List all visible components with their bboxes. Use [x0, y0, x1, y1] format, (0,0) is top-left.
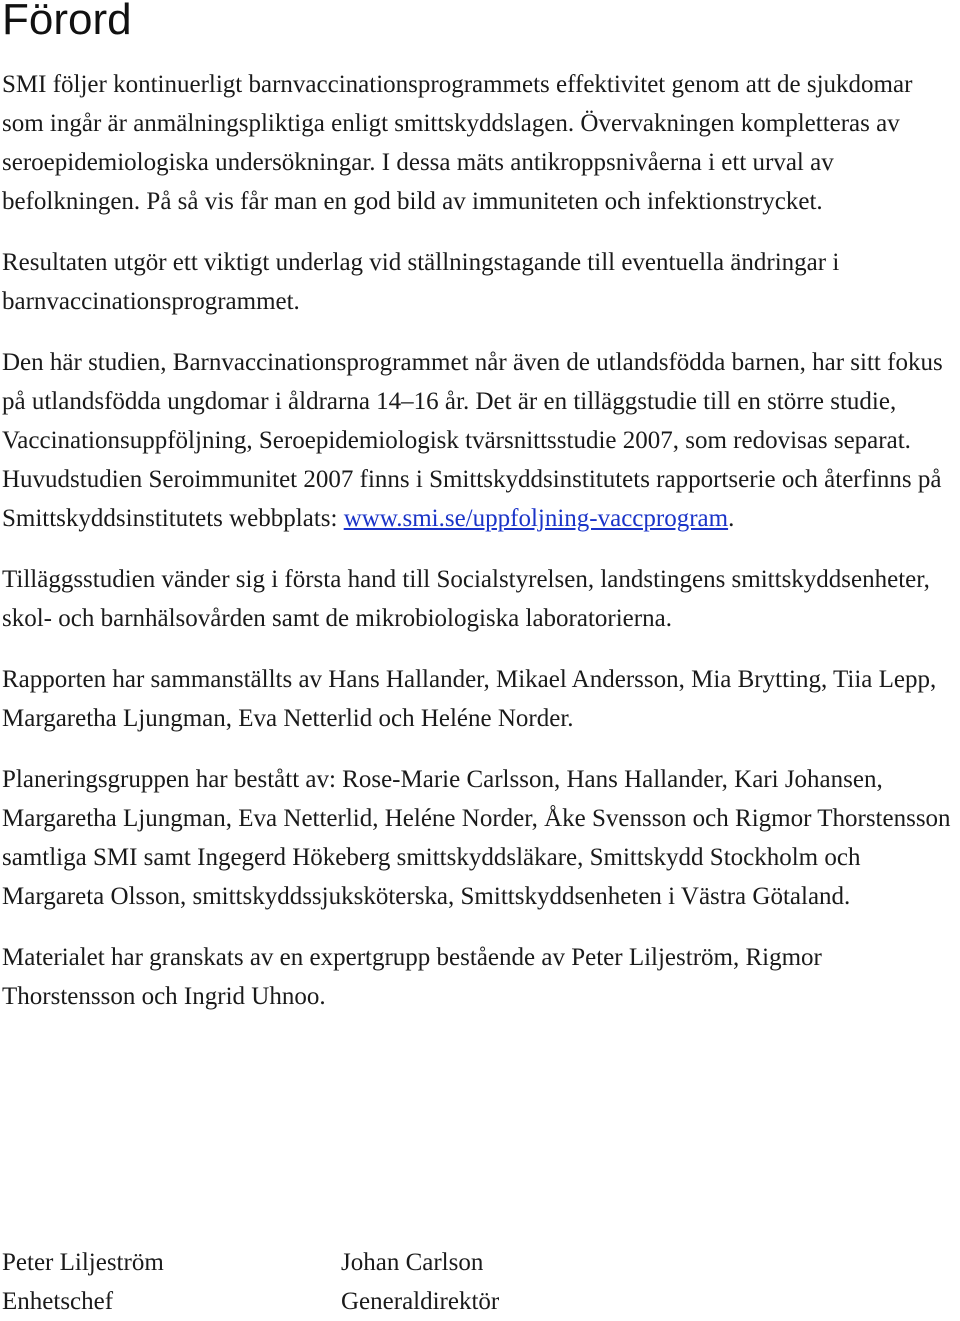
- signature-title: Enhetschef: [2, 1288, 114, 1315]
- paragraph-planning-group: Planeringsgruppen har bestått av: Rose-Marie Carlsson, Hans Hallander, Kari Johansen, Margaretha Ljungman, Eva Netterlid, Heléne Norder, Åke Svensson och Rigmor Thorstensson samtliga SMI samt Ingegerd Hökeberg smittskyddsläkare, Smittskydd Stockholm och Margareta Olsson, smittskyddssjuksköterska, Smittskyddsenheten i Västra Götaland.: [2, 766, 951, 910]
- paragraph-results: Resultaten utgör ett viktigt underlag vid ställningstagande till eventuella ändringar i barnvaccinationsprogrammet.: [2, 249, 840, 315]
- page-title: Förord: [2, 0, 132, 44]
- signature-name: Peter Liljeström: [2, 1249, 164, 1276]
- paragraph-study-text: Den här studien, Barnvaccinationsprogrammet når även de utlandsfödda barnen, har sitt fokus på utlandsfödda ungdomar i åldrarna 14–16 år. Det är en tilläggstudie till en större studie, Vaccinationsuppföljning, Seroepidemiologisk tvärsnittsstudie 2007, som redovisas separat. Huvudstudien Seroimmunitet 2007 finns i Smittskyddsinstitutets rapportserie och återfinns på Smittskyddsinstitutets webbplats:: [2, 349, 943, 532]
- signature-unit-head: [2, 1243, 164, 1321]
- paragraph-audience: Tilläggsstudien vänder sig i första hand till Socialstyrelsen, landstingens smittskyddsenheter, skol- och barnhälsovården samt de mikrobiologiska laboratorierna.: [2, 566, 930, 632]
- paragraph-intro: SMI följer kontinuerligt barnvaccinationsprogrammets effektivitet genom att de sjukdomar som ingår är anmälningspliktiga enligt smittskyddslagen. Övervakningen kompletteras av seroepidemiologiska undersökningar. I dessa mäts antikroppsnivåerna i ett urval av befolkningen. På så vis får man en god bild av immuniteten och infektionstrycket.: [2, 71, 913, 215]
- document-body: [2, 65, 960, 1038]
- signature-title: Generaldirektör: [341, 1288, 500, 1315]
- paragraph-authors: Rapporten har sammanställts av Hans Hallander, Mikael Andersson, Mia Brytting, Tiia Lepp, Margaretha Ljungman, Eva Netterlid och Heléne Norder.: [2, 666, 937, 732]
- paragraph-study: [2, 343, 960, 538]
- paragraph-reviewers: Materialet har granskats av en expertgrupp bestående av Peter Liljeström, Rigmor Thorstensson och Ingrid Uhnoo.: [2, 944, 822, 1010]
- website-link[interactable]: www.smi.se/uppfoljning-vaccprogram: [343, 505, 729, 532]
- paragraph-study-end: .: [728, 505, 735, 532]
- signature-name: Johan Carlson: [341, 1249, 484, 1276]
- signature-director-general: [341, 1243, 499, 1321]
